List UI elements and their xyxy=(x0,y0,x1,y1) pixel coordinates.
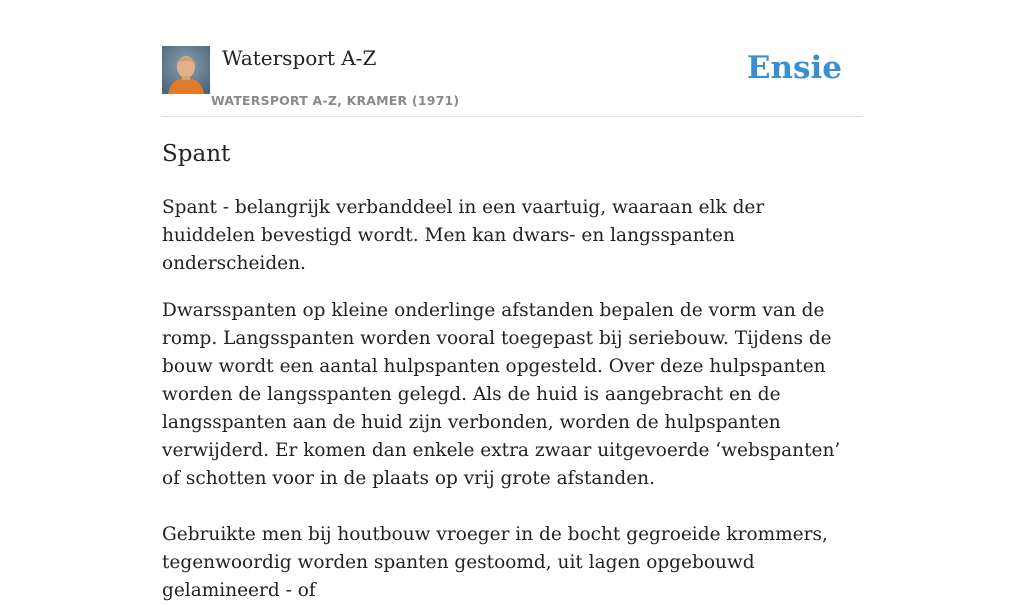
article xyxy=(162,139,862,605)
brand-logo[interactable]: Ensie xyxy=(746,50,842,86)
article-paragraph: Gebruikte men bij houtbouw vroeger in de bocht gegroeide krommers, tegenwoordig worden spanten gestoomd, uit lagen opgebouwd gelamineerd - of xyxy=(162,524,828,601)
site-title[interactable]: Watersport A-Z xyxy=(222,46,377,70)
header xyxy=(162,46,862,117)
article-paragraph: Spant - belangrijk verbanddeel in een vaartuig, waaraan elk der huiddelen bevestigd wordt. Men kan dwars- en langsspanten onderscheiden. xyxy=(162,197,765,274)
page-title: Spant xyxy=(162,141,231,167)
source-label: WATERSPORT A-Z, KRAMER (1971) xyxy=(211,93,460,108)
article-paragraph: Dwarsspanten op kleine onderlinge afstanden bepalen de vorm van de romp. Langsspanten worden vooral toegepast bij seriebouw. Tijdens de bouw wordt een aantal hulpspanten opgesteld. Over deze hulpspanten worden de langsspanten gelegd. Als de huid is aangebracht en de langsspanten aan de huid zijn verbonden, worden de hulpspanten verwijderd. Er komen dan enkele extra zwaar uitgevoerde ‘webspanten’ of schotten voor in de plaats op vrij grote afstanden. xyxy=(162,300,841,489)
author-avatar[interactable] xyxy=(162,46,210,94)
